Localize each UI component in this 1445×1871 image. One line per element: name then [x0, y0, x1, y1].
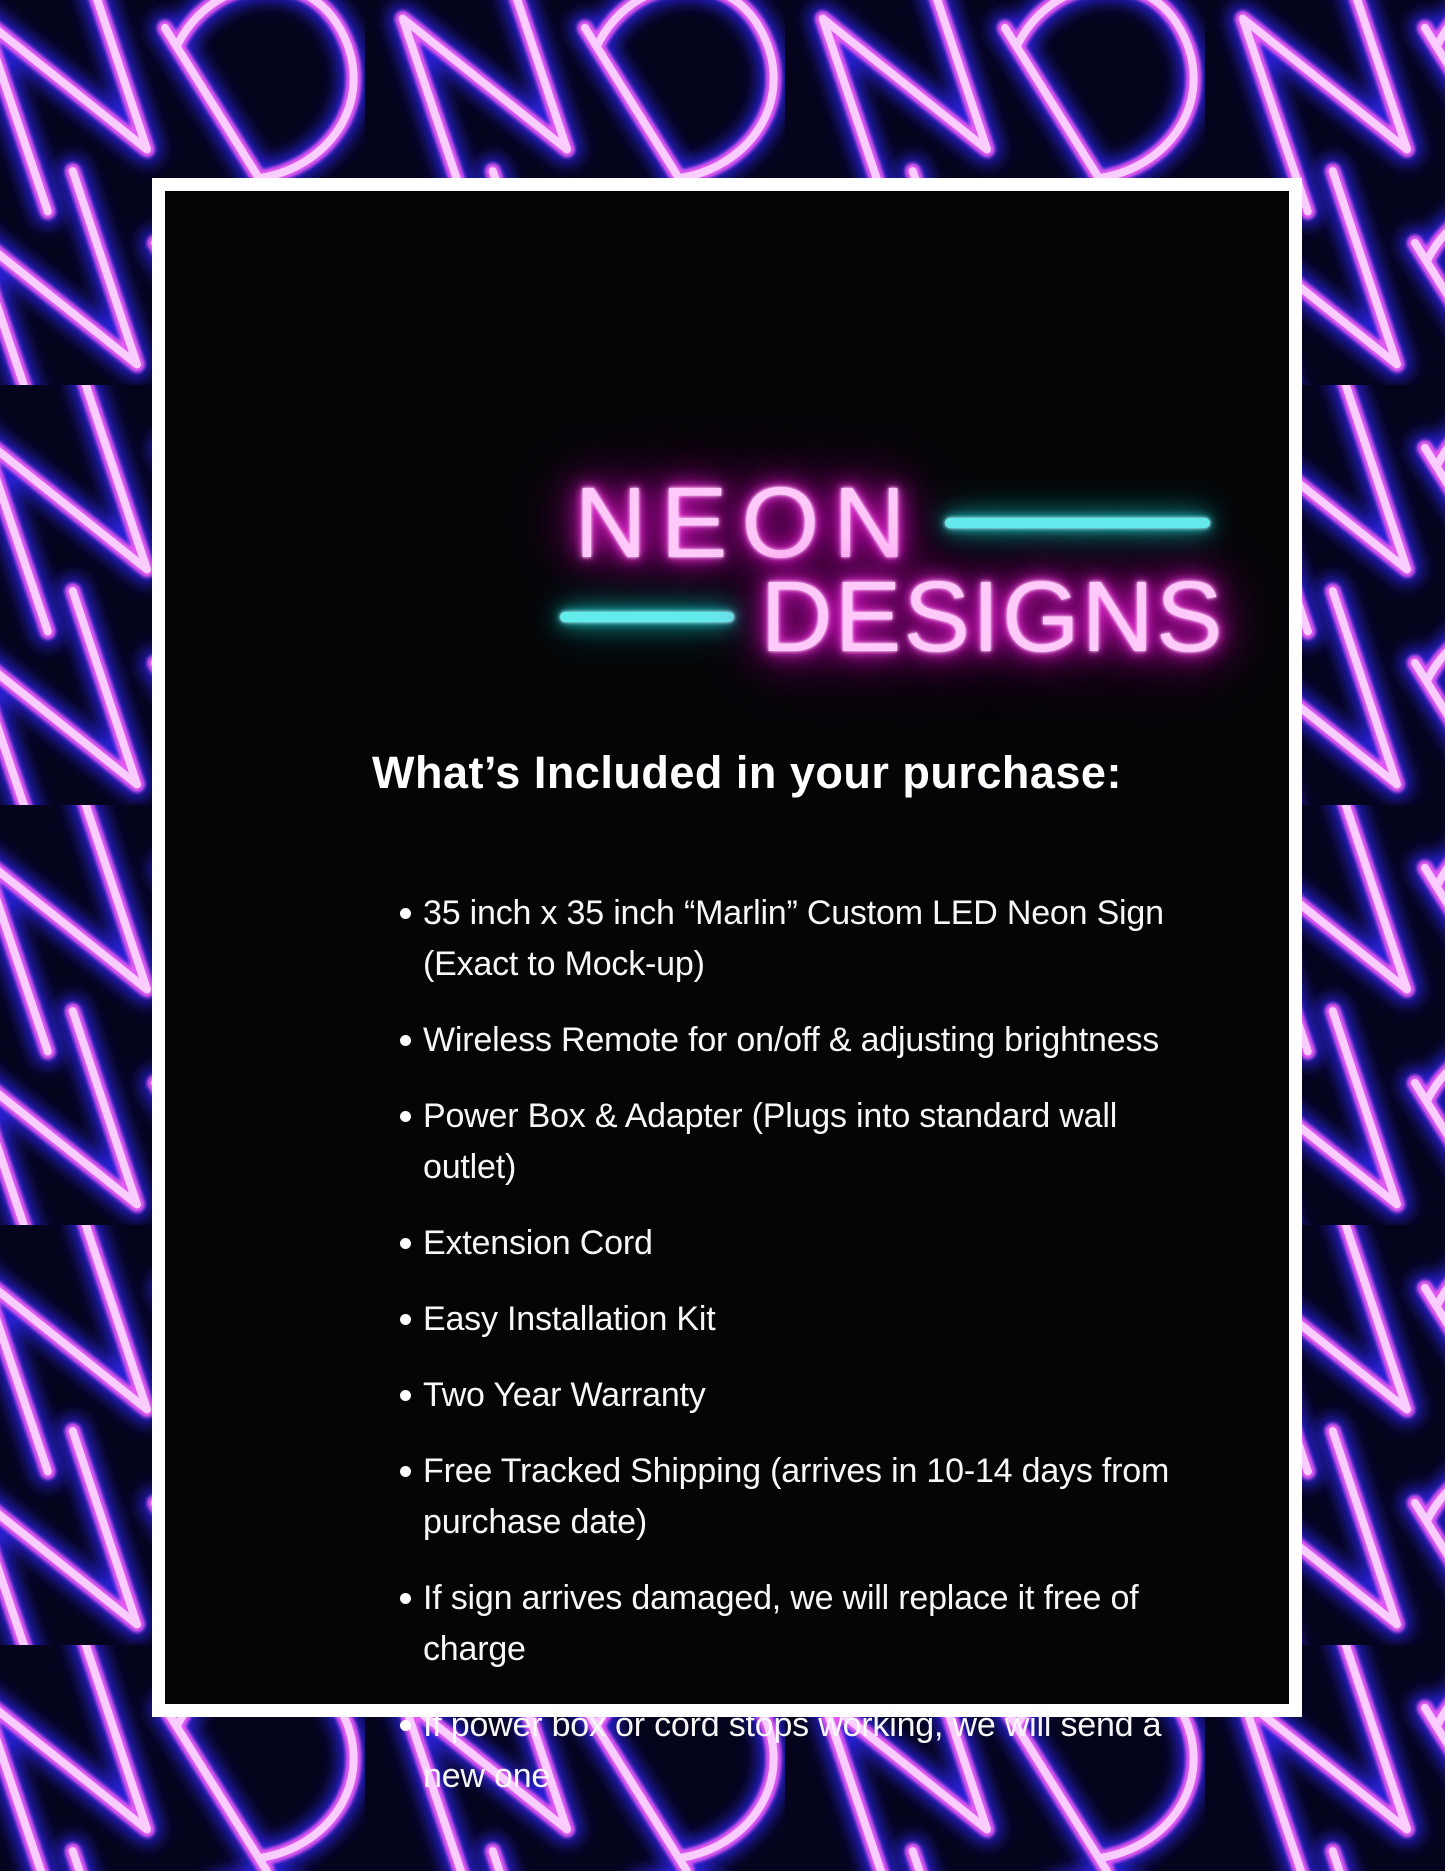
bullet-dot	[400, 1314, 411, 1325]
bullet-dot	[400, 1111, 411, 1122]
logo-text-neon: NEON	[574, 467, 920, 579]
list-item: Wireless Remote for on/off & adjusting brightness	[402, 1015, 1192, 1066]
list-item: 35 inch x 35 inch “Marlin” Custom LED Neon Sign (Exact to Mock-up)	[402, 888, 1192, 990]
bullet-dot	[400, 1466, 411, 1477]
bullet-dot	[400, 908, 411, 919]
list-item: If power box or cord stops working, we will send a new one	[402, 1700, 1192, 1802]
logo-row-designs	[330, 557, 1445, 677]
list-item: If sign arrives damaged, we will replace it free of charge	[402, 1573, 1192, 1675]
included-items-list	[402, 888, 1192, 1827]
list-item: Power Box & Adapter (Plugs into standard wall outlet)	[402, 1091, 1192, 1193]
bullet-dot	[400, 1390, 411, 1401]
neon-accent-line-top	[945, 518, 1210, 528]
page-title: What’s Included in your purchase:	[372, 747, 1122, 798]
logo-text-designs: DESIGNS	[760, 561, 1225, 673]
list-item: Easy Installation Kit	[402, 1294, 1192, 1345]
list-item: Two Year Warranty	[402, 1370, 1192, 1421]
neon-accent-line-bottom	[560, 612, 734, 622]
bullet-dot	[400, 1593, 411, 1604]
info-panel-frame	[152, 178, 1302, 1795]
bullet-dot	[400, 1720, 411, 1731]
list-item: Free Tracked Shipping (arrives in 10-14 days from purchase date)	[402, 1446, 1192, 1548]
bullet-dot	[400, 1035, 411, 1046]
bullet-dot	[400, 1238, 411, 1249]
info-panel	[165, 191, 1289, 1795]
list-item: Extension Cord	[402, 1218, 1192, 1269]
